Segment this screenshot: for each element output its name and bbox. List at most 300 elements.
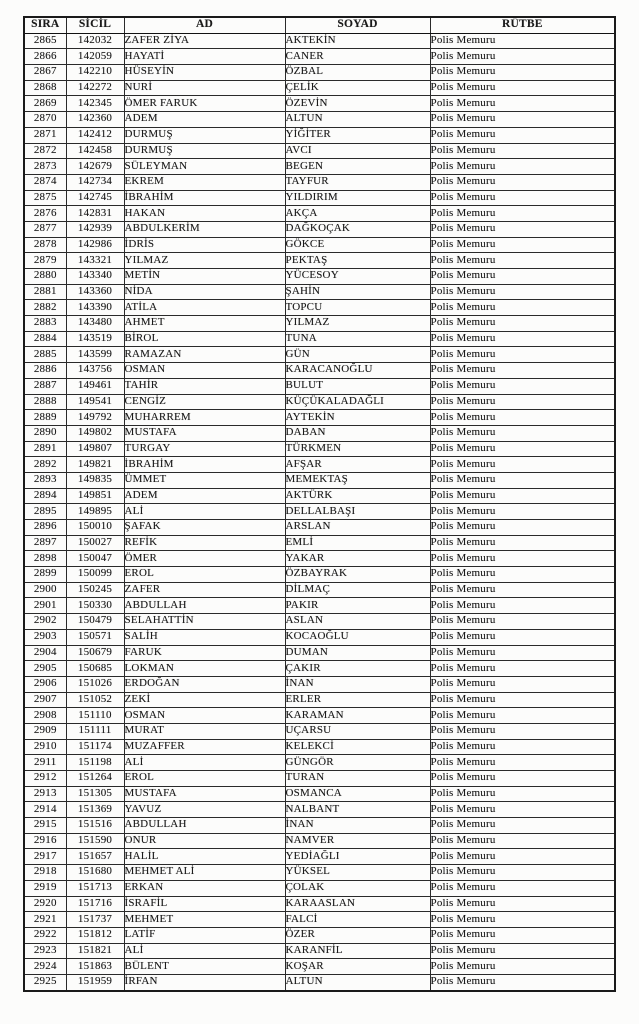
- cell-sicil: 151174: [66, 739, 124, 755]
- cell-sicil: 149807: [66, 441, 124, 457]
- cell-sicil: 143519: [66, 331, 124, 347]
- cell-sira: 2922: [24, 927, 66, 943]
- column-header-soyad: SOYAD: [285, 17, 430, 33]
- cell-soyad: TÜRKMEN: [285, 441, 430, 457]
- table-row: [24, 96, 615, 112]
- cell-sicil: 149835: [66, 472, 124, 488]
- cell-ad: HAYATİ: [124, 49, 285, 65]
- cell-sicil: 142734: [66, 174, 124, 190]
- cell-sicil: 151959: [66, 974, 124, 990]
- cell-sicil: 151590: [66, 833, 124, 849]
- cell-rutbe: Polis Memuru: [430, 143, 615, 159]
- cell-sira: 2881: [24, 284, 66, 300]
- cell-ad: İBRAHİM: [124, 457, 285, 473]
- cell-rutbe: Polis Memuru: [430, 739, 615, 755]
- cell-rutbe: Polis Memuru: [430, 425, 615, 441]
- cell-sira: 2880: [24, 269, 66, 285]
- cell-soyad: TOPCU: [285, 300, 430, 316]
- table-row: [24, 912, 615, 928]
- table-row: [24, 65, 615, 81]
- cell-rutbe: Polis Memuru: [430, 535, 615, 551]
- cell-rutbe: Polis Memuru: [430, 300, 615, 316]
- cell-sira: 2891: [24, 441, 66, 457]
- cell-soyad: YİĞİTER: [285, 127, 430, 143]
- cell-soyad: DİLMAÇ: [285, 582, 430, 598]
- table-row: [24, 394, 615, 410]
- cell-sicil: 151264: [66, 771, 124, 787]
- table-row: [24, 676, 615, 692]
- cell-ad: BÜLENT: [124, 959, 285, 975]
- cell-soyad: UÇARSU: [285, 723, 430, 739]
- table-row: [24, 520, 615, 536]
- cell-ad: EROL: [124, 567, 285, 583]
- cell-sira: 2913: [24, 786, 66, 802]
- table-row: [24, 457, 615, 473]
- cell-soyad: ÖZER: [285, 927, 430, 943]
- cell-soyad: AVCI: [285, 143, 430, 159]
- cell-sicil: 151369: [66, 802, 124, 818]
- cell-rutbe: Polis Memuru: [430, 865, 615, 881]
- table-row: [24, 771, 615, 787]
- table-row: [24, 174, 615, 190]
- table-row: [24, 49, 615, 65]
- cell-sicil: 150027: [66, 535, 124, 551]
- table-row: [24, 755, 615, 771]
- cell-sicil: 142345: [66, 96, 124, 112]
- cell-rutbe: Polis Memuru: [430, 65, 615, 81]
- cell-sicil: 151680: [66, 865, 124, 881]
- cell-sicil: 151111: [66, 723, 124, 739]
- column-header-sira: SIRA: [24, 17, 66, 33]
- cell-sira: 2912: [24, 771, 66, 787]
- cell-ad: ADEM: [124, 112, 285, 128]
- cell-ad: MUSTAFA: [124, 786, 285, 802]
- cell-sicil: 143599: [66, 347, 124, 363]
- cell-soyad: PEKTAŞ: [285, 253, 430, 269]
- cell-soyad: AKTÜRK: [285, 488, 430, 504]
- table-row: [24, 849, 615, 865]
- cell-sira: 2915: [24, 818, 66, 834]
- cell-sira: 2883: [24, 316, 66, 332]
- cell-soyad: KELEKCİ: [285, 739, 430, 755]
- cell-soyad: ERLER: [285, 692, 430, 708]
- cell-rutbe: Polis Memuru: [430, 802, 615, 818]
- cell-soyad: NAMVER: [285, 833, 430, 849]
- cell-sicil: 142032: [66, 33, 124, 49]
- table-row: [24, 347, 615, 363]
- cell-ad: HAKAN: [124, 206, 285, 222]
- cell-sira: 2920: [24, 896, 66, 912]
- cell-soyad: YÜKSEL: [285, 865, 430, 881]
- cell-soyad: ALTUN: [285, 112, 430, 128]
- cell-sira: 2896: [24, 520, 66, 536]
- cell-sicil: 150479: [66, 614, 124, 630]
- cell-ad: ÜMMET: [124, 472, 285, 488]
- cell-sira: 2916: [24, 833, 66, 849]
- cell-rutbe: Polis Memuru: [430, 127, 615, 143]
- cell-ad: ÖMER: [124, 551, 285, 567]
- cell-sira: 2894: [24, 488, 66, 504]
- cell-sira: 2868: [24, 80, 66, 96]
- cell-soyad: DUMAN: [285, 645, 430, 661]
- cell-rutbe: Polis Memuru: [430, 269, 615, 285]
- cell-rutbe: Polis Memuru: [430, 488, 615, 504]
- cell-sicil: 150679: [66, 645, 124, 661]
- cell-ad: NURİ: [124, 80, 285, 96]
- cell-ad: İRFAN: [124, 974, 285, 990]
- cell-rutbe: Polis Memuru: [430, 880, 615, 896]
- cell-ad: ZAFER ZİYA: [124, 33, 285, 49]
- cell-rutbe: Polis Memuru: [430, 457, 615, 473]
- cell-sicil: 151110: [66, 708, 124, 724]
- cell-soyad: KARANFİL: [285, 943, 430, 959]
- cell-sira: 2878: [24, 237, 66, 253]
- cell-sira: 2885: [24, 347, 66, 363]
- cell-sicil: 142272: [66, 80, 124, 96]
- cell-soyad: KÜÇÜKALADAĞLI: [285, 394, 430, 410]
- cell-sira: 2886: [24, 363, 66, 379]
- cell-sira: 2876: [24, 206, 66, 222]
- cell-soyad: EMLİ: [285, 535, 430, 551]
- cell-sicil: 150010: [66, 520, 124, 536]
- cell-ad: CENGİZ: [124, 394, 285, 410]
- cell-ad: ONUR: [124, 833, 285, 849]
- cell-rutbe: Polis Memuru: [430, 33, 615, 49]
- cell-rutbe: Polis Memuru: [430, 221, 615, 237]
- table-row: [24, 551, 615, 567]
- cell-sicil: 142831: [66, 206, 124, 222]
- personnel-table: [23, 16, 616, 992]
- cell-soyad: GÜN: [285, 347, 430, 363]
- cell-sicil: 149802: [66, 425, 124, 441]
- cell-ad: ERKAN: [124, 880, 285, 896]
- cell-sicil: 143480: [66, 316, 124, 332]
- table-header-row: [24, 17, 615, 33]
- cell-sicil: 143321: [66, 253, 124, 269]
- cell-rutbe: Polis Memuru: [430, 253, 615, 269]
- cell-soyad: NALBANT: [285, 802, 430, 818]
- cell-sira: 2875: [24, 190, 66, 206]
- cell-soyad: AKÇA: [285, 206, 430, 222]
- cell-ad: DURMUŞ: [124, 127, 285, 143]
- table-row: [24, 143, 615, 159]
- cell-rutbe: Polis Memuru: [430, 833, 615, 849]
- cell-ad: ADEM: [124, 488, 285, 504]
- table-row: [24, 959, 615, 975]
- cell-ad: ATİLA: [124, 300, 285, 316]
- cell-ad: YILMAZ: [124, 253, 285, 269]
- cell-sicil: 149792: [66, 410, 124, 426]
- cell-sira: 2904: [24, 645, 66, 661]
- cell-sira: 2908: [24, 708, 66, 724]
- cell-rutbe: Polis Memuru: [430, 284, 615, 300]
- cell-sicil: 149895: [66, 504, 124, 520]
- cell-soyad: TUNA: [285, 331, 430, 347]
- cell-soyad: FALCİ: [285, 912, 430, 928]
- cell-ad: HÜSEYİN: [124, 65, 285, 81]
- cell-ad: MUZAFFER: [124, 739, 285, 755]
- cell-soyad: AFŞAR: [285, 457, 430, 473]
- cell-sicil: 149821: [66, 457, 124, 473]
- cell-rutbe: Polis Memuru: [430, 661, 615, 677]
- table-row: [24, 802, 615, 818]
- cell-ad: MUSTAFA: [124, 425, 285, 441]
- cell-ad: SÜLEYMAN: [124, 159, 285, 175]
- cell-ad: NİDA: [124, 284, 285, 300]
- table-row: [24, 582, 615, 598]
- cell-soyad: MEMEKTAŞ: [285, 472, 430, 488]
- cell-sicil: 142458: [66, 143, 124, 159]
- cell-ad: RAMAZAN: [124, 347, 285, 363]
- cell-soyad: YILDIRIM: [285, 190, 430, 206]
- cell-ad: ABDULLAH: [124, 598, 285, 614]
- cell-rutbe: Polis Memuru: [430, 159, 615, 175]
- table-row: [24, 410, 615, 426]
- cell-sira: 2874: [24, 174, 66, 190]
- table-row: [24, 363, 615, 379]
- cell-sira: 2903: [24, 629, 66, 645]
- cell-sira: 2909: [24, 723, 66, 739]
- cell-soyad: TAYFUR: [285, 174, 430, 190]
- cell-sira: 2899: [24, 567, 66, 583]
- table-row: [24, 880, 615, 896]
- cell-soyad: ÖZEVİN: [285, 96, 430, 112]
- cell-sira: 2925: [24, 974, 66, 990]
- table-row: [24, 253, 615, 269]
- cell-rutbe: Polis Memuru: [430, 80, 615, 96]
- cell-sira: 2879: [24, 253, 66, 269]
- cell-soyad: DAĞKOÇAK: [285, 221, 430, 237]
- cell-rutbe: Polis Memuru: [430, 723, 615, 739]
- table-row: [24, 284, 615, 300]
- cell-sira: 2889: [24, 410, 66, 426]
- table-row: [24, 708, 615, 724]
- cell-sira: 2911: [24, 755, 66, 771]
- cell-soyad: KOŞAR: [285, 959, 430, 975]
- cell-rutbe: Polis Memuru: [430, 896, 615, 912]
- table-header: [24, 17, 615, 33]
- cell-sira: 2872: [24, 143, 66, 159]
- cell-rutbe: Polis Memuru: [430, 410, 615, 426]
- cell-sicil: 142939: [66, 221, 124, 237]
- cell-soyad: İNAN: [285, 676, 430, 692]
- cell-sicil: 150685: [66, 661, 124, 677]
- cell-ad: SALİH: [124, 629, 285, 645]
- cell-rutbe: Polis Memuru: [430, 206, 615, 222]
- cell-ad: ZAFER: [124, 582, 285, 598]
- cell-sicil: 151863: [66, 959, 124, 975]
- cell-sicil: 150571: [66, 629, 124, 645]
- cell-ad: ABDULLAH: [124, 818, 285, 834]
- cell-rutbe: Polis Memuru: [430, 472, 615, 488]
- table-row: [24, 472, 615, 488]
- table-row: [24, 237, 615, 253]
- cell-sicil: 151052: [66, 692, 124, 708]
- cell-rutbe: Polis Memuru: [430, 551, 615, 567]
- table-row: [24, 786, 615, 802]
- cell-sira: 2892: [24, 457, 66, 473]
- cell-sicil: 151198: [66, 755, 124, 771]
- cell-sicil: 149461: [66, 378, 124, 394]
- cell-ad: HALİL: [124, 849, 285, 865]
- cell-ad: AHMET: [124, 316, 285, 332]
- cell-sira: 2893: [24, 472, 66, 488]
- cell-sicil: 151026: [66, 676, 124, 692]
- cell-rutbe: Polis Memuru: [430, 959, 615, 975]
- cell-soyad: ÖZBAL: [285, 65, 430, 81]
- cell-soyad: CANER: [285, 49, 430, 65]
- cell-ad: EROL: [124, 771, 285, 787]
- table-row: [24, 927, 615, 943]
- cell-sicil: 151821: [66, 943, 124, 959]
- cell-rutbe: Polis Memuru: [430, 943, 615, 959]
- cell-sicil: 151812: [66, 927, 124, 943]
- cell-ad: ALİ: [124, 943, 285, 959]
- cell-sicil: 150245: [66, 582, 124, 598]
- cell-rutbe: Polis Memuru: [430, 49, 615, 65]
- cell-ad: SELAHATTİN: [124, 614, 285, 630]
- column-header-sicil: SİCİL: [66, 17, 124, 33]
- cell-ad: MEHMET ALİ: [124, 865, 285, 881]
- table-row: [24, 629, 615, 645]
- cell-sira: 2910: [24, 739, 66, 755]
- cell-sicil: 142360: [66, 112, 124, 128]
- cell-rutbe: Polis Memuru: [430, 190, 615, 206]
- cell-sicil: 150330: [66, 598, 124, 614]
- table-row: [24, 425, 615, 441]
- cell-soyad: KARAMAN: [285, 708, 430, 724]
- cell-soyad: YEDİAĞLI: [285, 849, 430, 865]
- cell-rutbe: Polis Memuru: [430, 708, 615, 724]
- cell-soyad: ÇELİK: [285, 80, 430, 96]
- cell-ad: FARUK: [124, 645, 285, 661]
- cell-soyad: PAKIR: [285, 598, 430, 614]
- cell-sira: 2869: [24, 96, 66, 112]
- cell-soyad: ALTUN: [285, 974, 430, 990]
- table-row: [24, 488, 615, 504]
- cell-rutbe: Polis Memuru: [430, 504, 615, 520]
- cell-sira: 2895: [24, 504, 66, 520]
- cell-ad: MEHMET: [124, 912, 285, 928]
- table-body: [24, 33, 615, 990]
- cell-rutbe: Polis Memuru: [430, 912, 615, 928]
- cell-sicil: 143390: [66, 300, 124, 316]
- table-row: [24, 645, 615, 661]
- cell-soyad: KARAASLAN: [285, 896, 430, 912]
- cell-sira: 2897: [24, 535, 66, 551]
- column-header-ad: AD: [124, 17, 285, 33]
- cell-ad: OSMAN: [124, 708, 285, 724]
- table-row: [24, 614, 615, 630]
- cell-sicil: 143756: [66, 363, 124, 379]
- column-header-rutbe: RÜTBE: [430, 17, 615, 33]
- table-row: [24, 567, 615, 583]
- cell-sicil: 143360: [66, 284, 124, 300]
- table-row: [24, 127, 615, 143]
- cell-sicil: 142745: [66, 190, 124, 206]
- cell-ad: İDRİS: [124, 237, 285, 253]
- cell-rutbe: Polis Memuru: [430, 237, 615, 253]
- cell-sicil: 142412: [66, 127, 124, 143]
- cell-sira: 2887: [24, 378, 66, 394]
- cell-soyad: AYTEKİN: [285, 410, 430, 426]
- cell-soyad: KARACANOĞLU: [285, 363, 430, 379]
- cell-soyad: ASLAN: [285, 614, 430, 630]
- table-row: [24, 269, 615, 285]
- cell-sira: 2914: [24, 802, 66, 818]
- table-row: [24, 441, 615, 457]
- cell-sira: 2888: [24, 394, 66, 410]
- cell-sicil: 142210: [66, 65, 124, 81]
- cell-rutbe: Polis Memuru: [430, 692, 615, 708]
- table-row: [24, 316, 615, 332]
- table-row: [24, 896, 615, 912]
- cell-rutbe: Polis Memuru: [430, 582, 615, 598]
- cell-sicil: 142986: [66, 237, 124, 253]
- cell-sicil: 149851: [66, 488, 124, 504]
- cell-sira: 2882: [24, 300, 66, 316]
- cell-rutbe: Polis Memuru: [430, 755, 615, 771]
- cell-sira: 2901: [24, 598, 66, 614]
- table-row: [24, 598, 615, 614]
- cell-soyad: İNAN: [285, 818, 430, 834]
- cell-rutbe: Polis Memuru: [430, 676, 615, 692]
- cell-ad: ALİ: [124, 504, 285, 520]
- table-row: [24, 535, 615, 551]
- cell-rutbe: Polis Memuru: [430, 174, 615, 190]
- cell-soyad: KOCAOĞLU: [285, 629, 430, 645]
- table-row: [24, 974, 615, 990]
- cell-sira: 2871: [24, 127, 66, 143]
- cell-sira: 2918: [24, 865, 66, 881]
- cell-sira: 2905: [24, 661, 66, 677]
- table-row: [24, 221, 615, 237]
- cell-ad: ABDULKERİM: [124, 221, 285, 237]
- cell-rutbe: Polis Memuru: [430, 598, 615, 614]
- cell-ad: ÖMER FARUK: [124, 96, 285, 112]
- cell-ad: LATİF: [124, 927, 285, 943]
- cell-ad: MUHARREM: [124, 410, 285, 426]
- cell-ad: LOKMAN: [124, 661, 285, 677]
- cell-sira: 2890: [24, 425, 66, 441]
- table-row: [24, 692, 615, 708]
- cell-sicil: 151737: [66, 912, 124, 928]
- cell-soyad: DELLALBAŞI: [285, 504, 430, 520]
- cell-soyad: ÇAKIR: [285, 661, 430, 677]
- cell-sira: 2917: [24, 849, 66, 865]
- table-row: [24, 378, 615, 394]
- cell-sira: 2867: [24, 65, 66, 81]
- cell-rutbe: Polis Memuru: [430, 849, 615, 865]
- cell-sicil: 151516: [66, 818, 124, 834]
- cell-soyad: YILMAZ: [285, 316, 430, 332]
- table-row: [24, 206, 615, 222]
- cell-sira: 2919: [24, 880, 66, 896]
- cell-sicil: 143340: [66, 269, 124, 285]
- cell-sicil: 151713: [66, 880, 124, 896]
- table-row: [24, 80, 615, 96]
- cell-sira: 2924: [24, 959, 66, 975]
- cell-ad: TURGAY: [124, 441, 285, 457]
- cell-rutbe: Polis Memuru: [430, 394, 615, 410]
- cell-soyad: ARSLAN: [285, 520, 430, 536]
- table-row: [24, 723, 615, 739]
- table-row: [24, 818, 615, 834]
- cell-soyad: BEGEN: [285, 159, 430, 175]
- cell-rutbe: Polis Memuru: [430, 771, 615, 787]
- cell-soyad: DABAN: [285, 425, 430, 441]
- cell-sicil: 150047: [66, 551, 124, 567]
